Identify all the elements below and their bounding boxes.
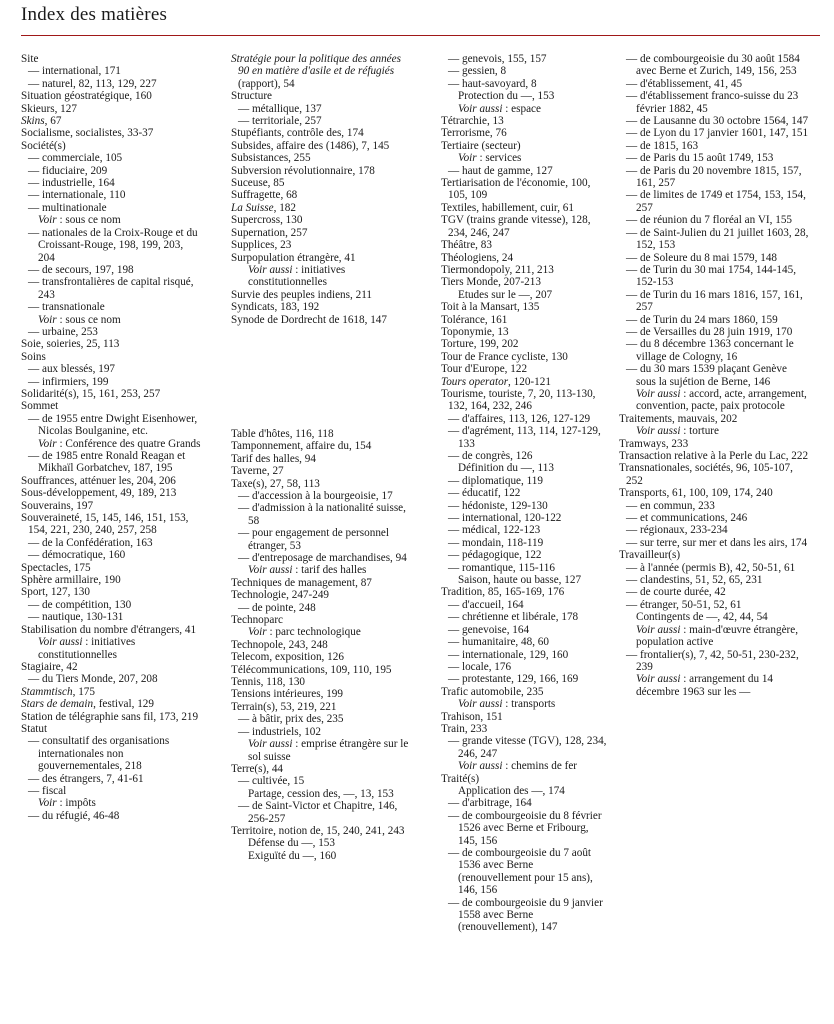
- index-entry: Terrorisme, 76: [441, 127, 507, 140]
- index-entry: Voir aussi : accord, acte, arrangement, convention, pacte, paix protocole: [636, 387, 807, 413]
- index-entry: Tertiarisation de l'économie, 100, 105, 109: [441, 177, 591, 202]
- index-entry: Suceuse, 85: [231, 177, 285, 190]
- index-entry: Souffrances, atténuer les, 204, 206: [21, 474, 176, 487]
- index-entry: Transports, 61, 100, 109, 174, 240: [619, 487, 773, 500]
- index-entry: — genevois, 155, 157: [448, 53, 547, 65]
- index-entry: Voir aussi : emprise étrangère sur le sol suisse: [248, 738, 409, 763]
- index-entry: — pour engagement de personnel étranger, 53: [238, 527, 389, 552]
- index-entry: Solidarité(s), 15, 161, 253, 257: [21, 387, 161, 400]
- index-entry: — métallique, 137: [238, 102, 322, 115]
- index-entry: — diplomatique, 119: [448, 474, 543, 487]
- index-column-1: [21, 53, 202, 822]
- index-entry: — internationale, 129, 160: [448, 648, 569, 661]
- index-entry: — de 1955 entre Dwight Eisenhower, Nicolas Boulganine, etc.: [28, 412, 198, 438]
- index-entry: — territoriale, 257: [238, 115, 322, 128]
- index-entry: — haut-savoyard, 8: [448, 77, 537, 90]
- index-entry: Travailleur(s): [619, 549, 681, 562]
- index-entry: Tour de France cycliste, 130: [441, 350, 568, 363]
- index-entry: Technologie, 247-249: [231, 589, 330, 602]
- index-entry: — multinationale: [28, 201, 107, 214]
- index-entry: Voir aussi : main-d'œuvre étrangère, population active: [636, 623, 799, 649]
- index-entry: — de Turin du 30 mai 1754, 144-145, 152-153: [626, 263, 796, 289]
- index-entry: Synode de Dordrecht de 1618, 147: [231, 313, 387, 326]
- index-entry: Protection du —, 153: [458, 90, 555, 103]
- index-column-2-top: [231, 53, 409, 326]
- index-entry: Trafic automobile, 235: [441, 685, 544, 698]
- index-entry: — d'entreposage de marchandises, 94: [238, 552, 407, 564]
- index-entry: — international, 120-122: [448, 512, 562, 525]
- index-entry: Torture, 199, 202: [441, 338, 519, 351]
- index-entry: — de Soleure du 8 mai 1579, 148: [626, 251, 778, 264]
- index-entry: Voir aussi : initiatives constitutionnelles: [248, 263, 346, 289]
- index-entry: Tour d'Europe, 122: [441, 363, 528, 376]
- index-entry: — du 8 décembre 1363 concernant le village de Cologny, 16: [626, 338, 794, 363]
- index-entry: Sphère armillaire, 190: [21, 574, 121, 587]
- index-entry: Stupéfiants, contrôle des, 174: [231, 127, 364, 140]
- index-entry: Tolérance, 161: [441, 313, 508, 326]
- index-entry: Socialisme, socialistes, 33-37: [21, 127, 154, 140]
- index-entry: Statut: [21, 722, 48, 735]
- index-entry: — d'accession à la bourgeoisie, 17: [238, 489, 393, 502]
- index-entry: Théologiens, 24: [441, 251, 514, 264]
- index-entry: Voir : parc technologique: [248, 626, 361, 639]
- index-entry: Tradition, 85, 165-169, 176: [441, 586, 565, 599]
- index-entry: — mondain, 118-119: [448, 536, 544, 549]
- index-entry: Traitements, mauvais, 202: [619, 412, 738, 425]
- index-entry: Voir : sous ce nom: [38, 214, 121, 227]
- index-entry: — consultatif des organisations internationales non gouvernementales, 218: [28, 735, 170, 773]
- index-entry: Partage, cession des, —, 13, 153: [248, 787, 394, 800]
- index-entry: Stars de demain, festival, 129: [21, 698, 154, 711]
- index-entry: Voir aussi : torture: [636, 425, 719, 438]
- index-entry: — du Tiers Monde, 207, 208: [28, 673, 158, 686]
- index-entry: — d'établissement franco-suisse du 23 février 1882, 45: [626, 90, 799, 115]
- index-entry: Sport, 127, 130: [21, 586, 90, 599]
- index-entry: — d'affaires, 113, 126, 127-129: [448, 412, 591, 425]
- index-entry: Définition du —, 113: [458, 462, 554, 475]
- index-entry: Technoparc: [231, 614, 284, 627]
- index-entry: Textiles, habillement, cuir, 61: [441, 201, 574, 214]
- index-entry: Tennis, 118, 130: [231, 676, 306, 689]
- title-rule: [21, 35, 820, 36]
- index-entry: — de congrès, 126: [448, 450, 533, 462]
- index-entry: — protestante, 129, 166, 169: [448, 673, 579, 686]
- index-entry: — nautique, 130-131: [28, 611, 124, 624]
- index-entry: Technopole, 243, 248: [231, 638, 328, 651]
- index-entry: Tours operator, 120-121: [441, 375, 551, 388]
- index-entry: Tiermondopoly, 211, 213: [441, 263, 554, 276]
- index-entry: Structure: [231, 90, 273, 103]
- index-entry: Tarif des halles, 94: [231, 452, 316, 465]
- index-entry: Station de télégraphie sans fil, 173, 219: [21, 710, 199, 723]
- index-entry: — du réfugié, 46-48: [28, 809, 120, 822]
- index-entry: — de secours, 197, 198: [28, 263, 134, 276]
- index-entry: Suffragette, 68: [231, 189, 298, 202]
- index-entry: — sur terre, sur mer et dans les airs, 174: [626, 536, 808, 549]
- index-entry: Tamponnement, affaire du, 154: [231, 440, 372, 453]
- index-entry: Syndicats, 183, 192: [231, 301, 320, 314]
- index-entry: — de pointe, 248: [238, 601, 316, 614]
- index-entry: Tourisme, touriste, 7, 20, 113-130, 132, 164, 232, 246: [441, 387, 596, 413]
- index-entry: Techniques de management, 87: [231, 576, 372, 589]
- index-entry: Voir aussi : tarif des halles: [248, 564, 367, 577]
- index-entry: — de 1815, 163: [626, 139, 699, 152]
- index-entry: — transnationale: [28, 301, 105, 314]
- index-entry: Transnationales, sociétés, 96, 105-107, 252: [619, 462, 793, 487]
- index-entry: — de Lausanne du 30 octobre 1564, 147: [626, 115, 809, 128]
- index-column-4: [619, 53, 809, 698]
- index-entry: Taxe(s), 27, 58, 113: [231, 477, 320, 490]
- index-entry: — humanitaire, 48, 60: [448, 636, 549, 649]
- index-entry: La Suisse, 182: [231, 201, 296, 214]
- index-entry: — des étrangers, 7, 41-61: [28, 772, 144, 785]
- index-entry: — de combourgeoisie du 8 février 1526 avec Berne et Fribourg, 145, 156: [448, 809, 602, 847]
- index-entry: Toponymie, 13: [441, 325, 509, 338]
- page-title: Index des matières: [21, 4, 168, 25]
- index-entry: Souveraineté, 15, 145, 146, 151, 153, 154, 221, 230, 240, 257, 258: [21, 512, 189, 537]
- index-entry: Skins, 67: [21, 115, 62, 128]
- index-entry: Tensions intérieures, 199: [231, 688, 343, 701]
- index-entry: Voir aussi : arrangement du 14 décembre 1963 sur les —: [636, 673, 774, 698]
- index-entry: — cultivée, 15: [238, 775, 305, 788]
- index-entry: Trahison, 151: [441, 710, 503, 723]
- index-entry: — de la Confédération, 163: [28, 536, 153, 549]
- index-entry: — de Turin du 24 mars 1860, 159: [626, 313, 778, 326]
- index-entry: — du 30 mars 1539 plaçant Genève sous la sujétion de Berne, 146: [626, 363, 787, 388]
- index-entry: Défense du —, 153: [248, 837, 335, 850]
- index-entry: Stammtisch, 175: [21, 685, 95, 698]
- index-entry: Voir : Conférence des quatre Grands: [38, 437, 201, 450]
- index-entry: Survie des peuples indiens, 211: [231, 288, 372, 301]
- index-entry: Spectacles, 175: [21, 561, 91, 574]
- index-entry: — de limites de 1749 et 1754, 153, 154, 257: [626, 189, 806, 214]
- index-entry: Voir aussi : chemins de fer: [458, 760, 578, 773]
- index-entry: Stratégie pour la politique des années 90 en matière d'asile et de réfugiés (rapport), 54: [231, 53, 401, 90]
- index-entry: — clandestins, 51, 52, 65, 231: [626, 574, 763, 587]
- index-entry: Télécommunications, 109, 110, 195: [231, 663, 392, 676]
- index-entry: Exiguïté du —, 160: [248, 849, 337, 862]
- index-entry: Stabilisation du nombre d'étrangers, 41: [21, 623, 197, 636]
- index-entry: — de courte durée, 42: [626, 586, 726, 599]
- index-entry: Telecom, exposition, 126: [231, 651, 344, 664]
- index-entry: — et communications, 246: [626, 512, 748, 525]
- index-entry: Surpopulation étrangère, 41: [231, 251, 356, 264]
- index-entry: Voir aussi : initiatives constitutionnelles: [38, 636, 136, 661]
- index-column-3: [441, 53, 607, 934]
- index-entry: Sous-développement, 49, 189, 213: [21, 487, 177, 500]
- index-entry: Tertiaire (secteur): [441, 139, 521, 152]
- index-entry: — infirmiers, 199: [28, 375, 109, 388]
- index-entry: — internationale, 110: [28, 189, 126, 202]
- index-entry: — de 1985 entre Ronald Reagan et Mikhaïl Gorbatchev, 187, 195: [28, 450, 186, 475]
- index-entry: — en commun, 233: [626, 499, 715, 512]
- index-entry: TGV (trains grande vitesse), 128, 234, 246, 247: [441, 214, 591, 239]
- index-entry: Subversion révolutionnaire, 178: [231, 164, 375, 177]
- index-entry: — international, 171: [28, 65, 121, 78]
- index-entry: — frontalier(s), 7, 42, 50-51, 230-232, 239: [626, 648, 799, 673]
- index-entry: — commerciale, 105: [28, 152, 123, 165]
- index-entry: — de combourgeoisie du 9 janvier 1558 avec Berne (renouvellement), 147: [448, 896, 603, 934]
- index-entry: — à bâtir, prix des, 235: [238, 713, 344, 726]
- index-entry: — fiscal: [28, 784, 67, 797]
- index-entry: — transfrontalières de capital risqué, 243: [28, 276, 194, 301]
- index-entry: — régionaux, 233-234: [626, 524, 728, 537]
- index-entry: — de Turin du 16 mars 1816, 157, 161, 257: [626, 288, 803, 314]
- index-entry: Soins: [21, 350, 46, 363]
- index-entry: — nationales de la Croix-Rouge et du Croissant-Rouge, 198, 199, 203, 204: [28, 226, 198, 264]
- index-entry: Tiers Monde, 207-213: [441, 276, 541, 289]
- index-entry: Traité(s): [441, 772, 480, 785]
- index-entry: — de Saint-Julien du 21 juillet 1603, 28, 152, 153: [626, 226, 809, 252]
- index-entry: — grande vitesse (TGV), 128, 234, 246, 247: [448, 735, 607, 760]
- index-entry: — hédoniste, 129-130: [448, 499, 548, 512]
- index-entry: Subsistances, 255: [231, 152, 311, 165]
- index-entry: — d'admission à la nationalité suisse, 58: [238, 502, 406, 527]
- index-entry: — démocratique, 160: [28, 549, 126, 562]
- index-entry: Supercross, 130: [231, 214, 303, 227]
- index-entry: Transaction relative à la Perle du Lac, 222: [619, 450, 809, 462]
- index-entry: Terre(s), 44: [231, 762, 284, 775]
- index-entry: — haut de gamme, 127: [448, 164, 553, 177]
- index-entry: Etudes sur le —, 207: [458, 288, 553, 301]
- index-entry: Supplices, 23: [231, 239, 292, 252]
- index-entry: — industrielle, 164: [28, 177, 115, 190]
- index-entry: — de combourgeoisie du 30 août 1584 avec Berne et Zurich, 149, 156, 253: [626, 53, 800, 78]
- index-entry: Tétrarchie, 13: [441, 115, 504, 128]
- index-entry: — gessien, 8: [448, 65, 507, 78]
- index-entry: Taverne, 27: [231, 465, 284, 478]
- index-entry: — de Paris du 20 novembre 1815, 157, 161, 257: [626, 164, 802, 190]
- index-entry: — industriels, 102: [238, 725, 321, 738]
- index-entry: Territoire, notion de, 15, 240, 241, 243: [231, 824, 405, 837]
- index-entry: — éducatif, 122: [448, 487, 521, 500]
- index-entry: — médical, 122-123: [448, 524, 541, 537]
- index-entry: Supernation, 257: [231, 226, 308, 239]
- index-entry: Toit à la Mansart, 135: [441, 301, 540, 314]
- index-entry: Voir : sous ce nom: [38, 313, 121, 326]
- index-entry: Voir aussi : transports: [458, 698, 556, 711]
- index-entry: Application des —, 174: [458, 784, 565, 797]
- index-entry: Train, 233: [441, 722, 488, 735]
- index-column-2: [231, 53, 409, 862]
- index-entry: Saison, haute ou basse, 127: [458, 574, 582, 587]
- index-entry: — aux blessés, 197: [28, 363, 116, 376]
- index-entry: — d'arbitrage, 164: [448, 797, 532, 810]
- index-entry: — de compétition, 130: [28, 598, 132, 611]
- index-entry: — genevoise, 164: [448, 623, 530, 636]
- index-entry: — d'établissement, 41, 45: [626, 77, 743, 90]
- index-entry: Théâtre, 83: [441, 239, 492, 252]
- index-entry: Société(s): [21, 139, 66, 152]
- index-entry: Situation géostratégique, 160: [21, 90, 152, 103]
- index-entry: — à l'année (permis B), 42, 50-51, 61: [626, 561, 796, 574]
- index-entry: — de Paris du 15 août 1749, 153: [626, 152, 774, 165]
- index-entry: Voir aussi : espace: [458, 102, 541, 115]
- index-entry: — de Saint-Victor et Chapitre, 146, 256-257: [238, 800, 398, 825]
- index-entry: — de Lyon du 17 janvier 1601, 147, 151: [626, 127, 809, 140]
- index-entry: — locale, 176: [448, 660, 512, 673]
- index-entry: — d'agrément, 113, 114, 127-129, 133: [448, 425, 601, 450]
- index-entry: Contingents de —, 42, 44, 54: [636, 611, 768, 624]
- index-entry: Subsides, affaire des (1486), 7, 145: [231, 139, 390, 152]
- index-entry: Voir : impôts: [38, 797, 96, 810]
- index-entry: Stagiaire, 42: [21, 660, 78, 673]
- index-entry: Terrain(s), 53, 219, 221: [231, 700, 337, 713]
- index-column-2-bottom: [231, 428, 409, 862]
- index-entry: — pédagogique, 122: [448, 549, 542, 562]
- index-entry: — fiduciaire, 209: [28, 164, 108, 177]
- index-entry: Sommet: [21, 400, 59, 413]
- index-entry: — de Versailles du 28 juin 1919, 170: [626, 325, 793, 338]
- index-entry: Souverains, 197: [21, 499, 94, 512]
- index-entry: — chrétienne et libérale, 178: [448, 611, 579, 624]
- index-entry: Tramways, 233: [619, 437, 689, 450]
- index-entry: Table d'hôtes, 116, 118: [231, 427, 334, 440]
- index-entry: Voir : services: [458, 152, 522, 165]
- index-entry: — de réunion du 7 floréal an VI, 155: [626, 214, 793, 227]
- index-entry: Site: [21, 53, 39, 65]
- index-entry: Soie, soieries, 25, 113: [21, 338, 120, 351]
- index-entry: — de combourgeoisie du 7 août 1536 avec Berne (renouvellement pour 15 ans), 146, 156: [448, 847, 593, 897]
- index-entry: — d'accueil, 164: [448, 598, 524, 611]
- index-entry: Skieurs, 127: [21, 102, 77, 115]
- index-entry: — urbaine, 253: [28, 325, 98, 338]
- index-entry: — romantique, 115-116: [448, 561, 555, 574]
- index-entry: — naturel, 82, 113, 129, 227: [28, 77, 157, 90]
- index-entry: — étranger, 50-51, 52, 61: [626, 598, 742, 611]
